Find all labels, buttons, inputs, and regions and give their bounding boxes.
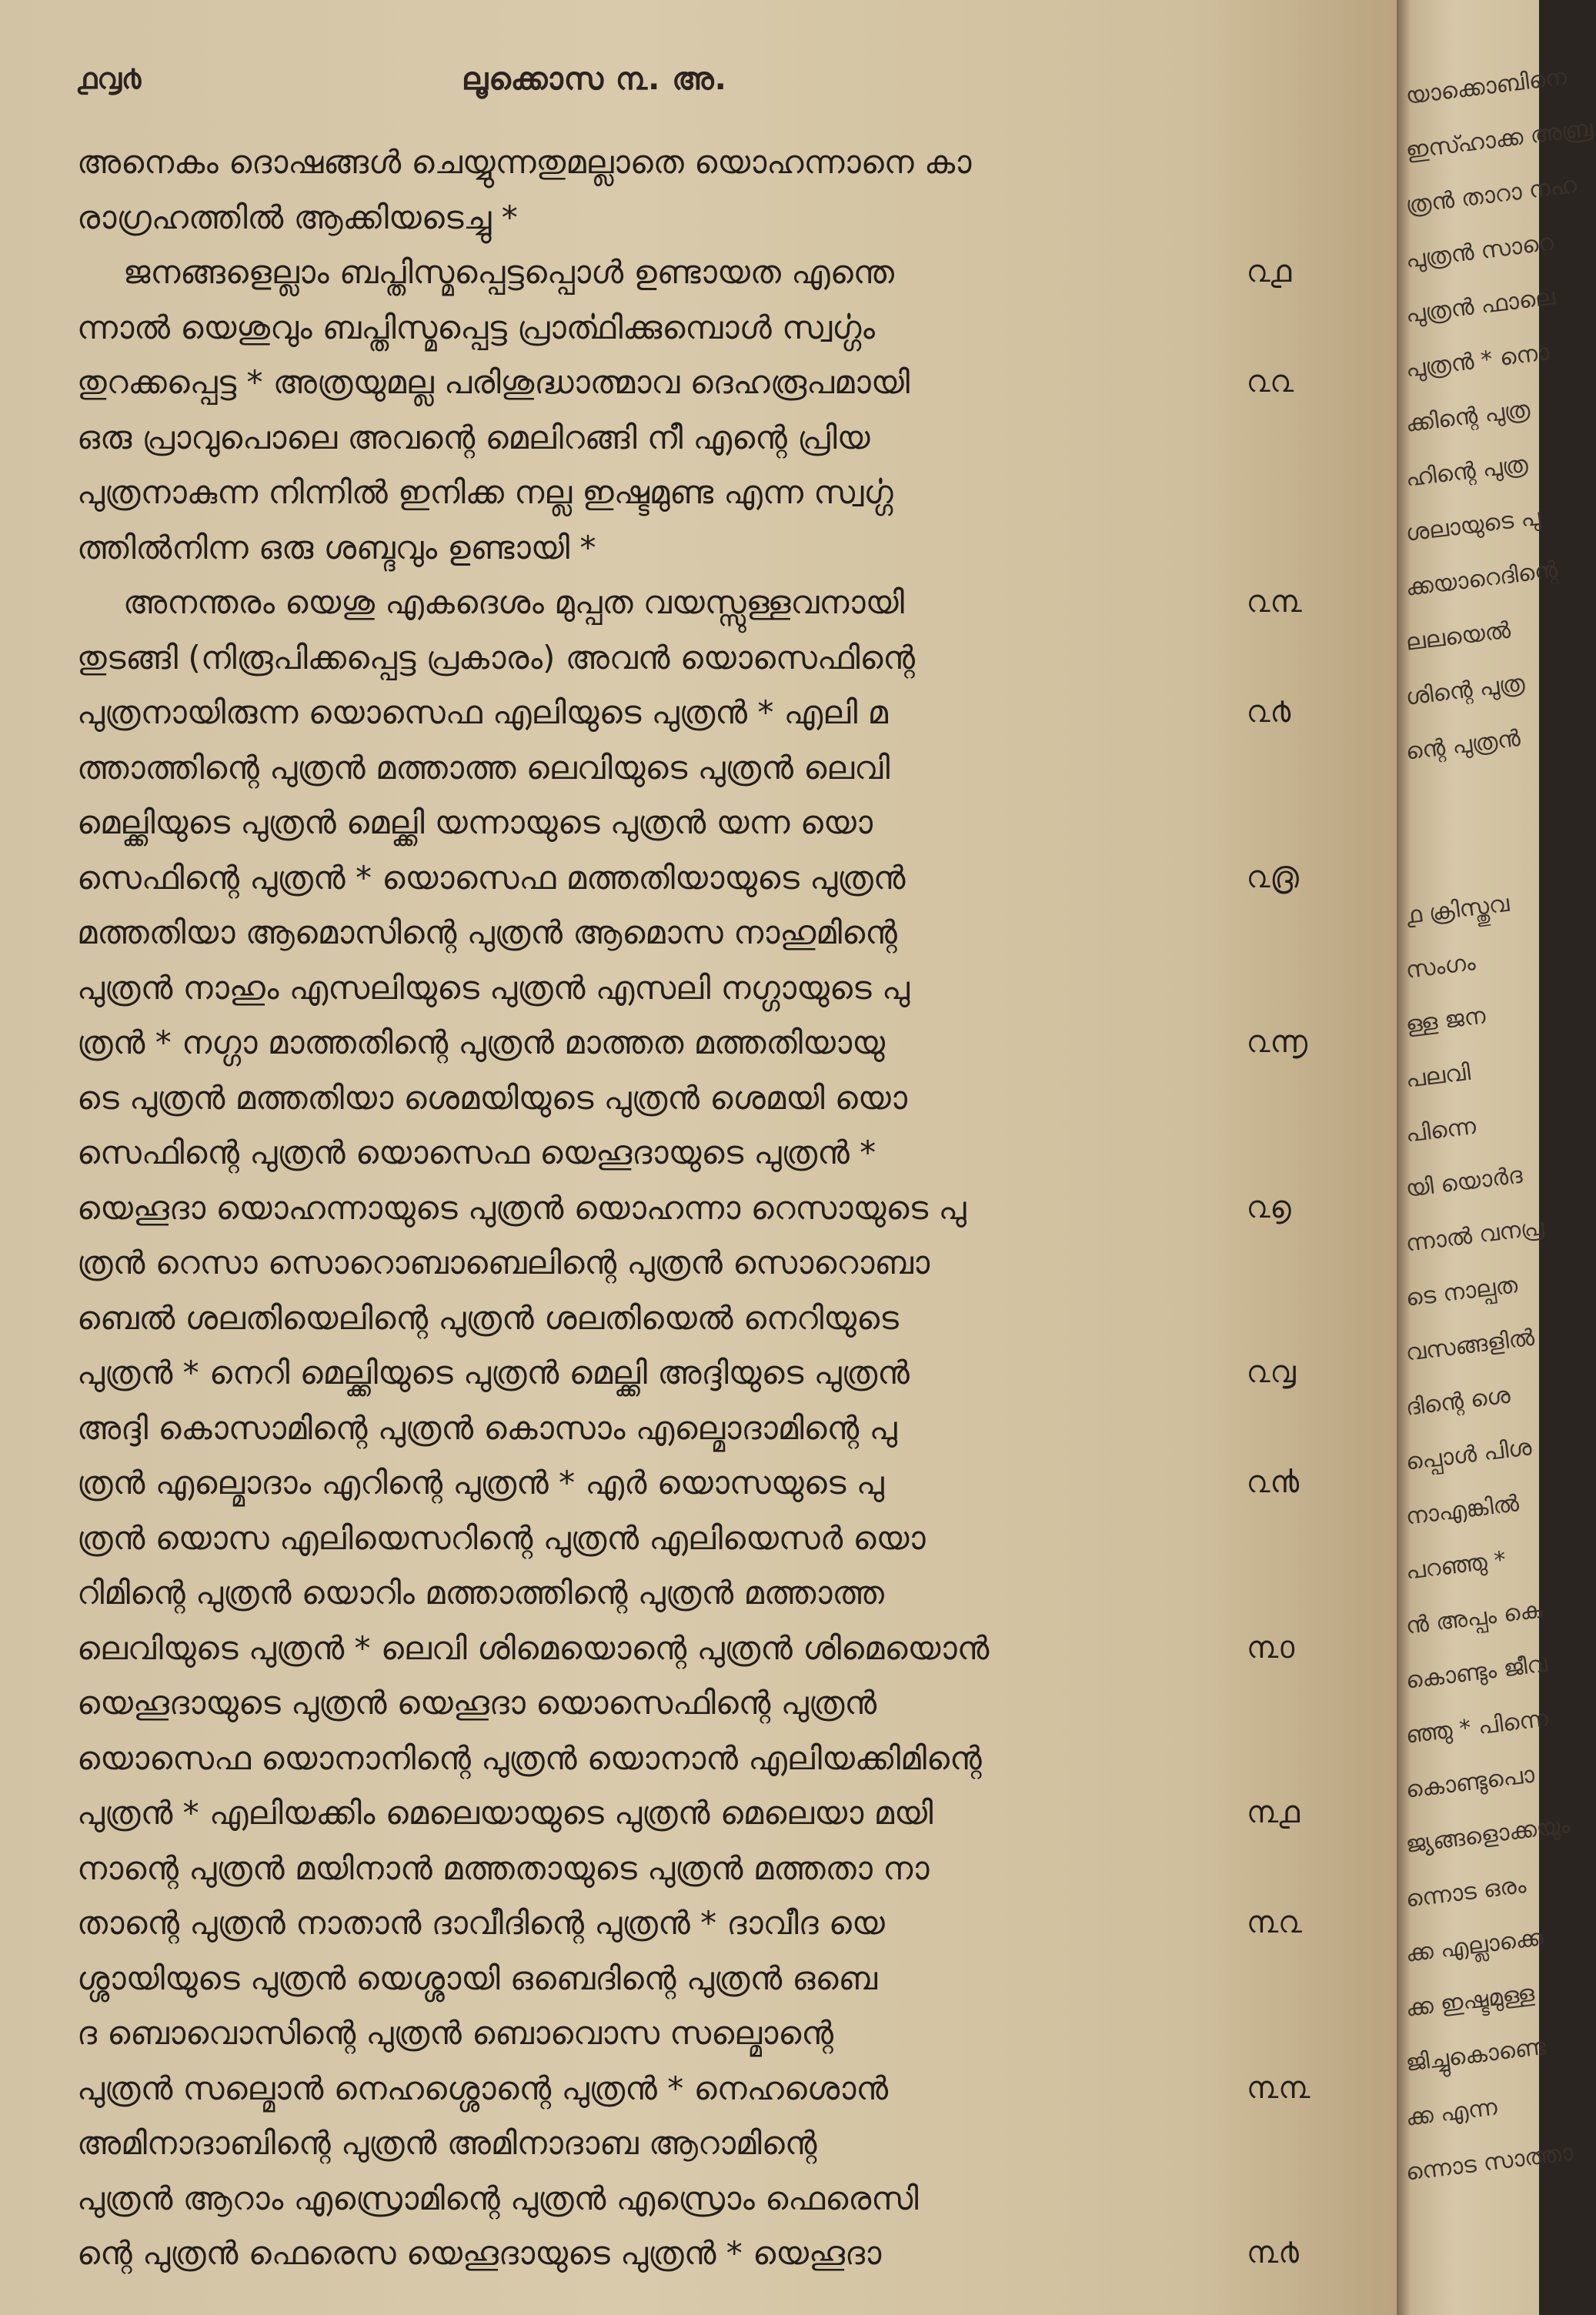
text-line: പുത്രനായിരുന്ന യൊസെഫ എലിയുടെ പുത്രൻ * എലി മ [77, 693, 888, 731]
facing-page-line: ഞ്ഞു * പിന്നെ [1404, 1705, 1550, 1749]
verse-number: ൨൧ [1247, 254, 1292, 289]
facing-page-line: കൊണ്ടും ജീവ [1404, 1650, 1549, 1695]
facing-page-text [1404, 63, 1594, 2200]
body-text [77, 135, 1231, 2281]
verse-number: ൨൨ [1247, 364, 1294, 399]
facing-page-line: പുത്രൻ * നൊ [1404, 339, 1551, 383]
facing-page-line: ക്ക എല്ലാക്കെ [1404, 1924, 1545, 1968]
facing-page-line: വസങ്ങളിൽ [1404, 1324, 1536, 1367]
text-line: സെഫിന്റെ പുത്രൻ യൊസെഫ യെഹൂദായുടെ പുത്രൻ * [77, 1134, 876, 1171]
verse-number: ൩൧ [1247, 1795, 1300, 1830]
verse-number: ൨൫ [1247, 859, 1299, 895]
verse-number: ൨൪ [1247, 694, 1291, 730]
facing-page-line: പിന്നെ [1404, 1112, 1477, 1148]
facing-page-line: ദിന്റെ ശെ [1404, 1381, 1512, 1421]
facing-page-line: ന്നൊട സാത്താ [1404, 2139, 1575, 2186]
text-line: അമിനാദാബിന്റെ പുത്രൻ അമിനാദാബ ആറാമിന്റെ [77, 2124, 817, 2162]
facing-page-line: ജിച്ചുകൊണ്ടെ [1404, 2033, 1548, 2077]
running-title: ലൂക്കൊസ ൩. അ. [462, 62, 727, 97]
facing-page-line: യി യൊർദ [1404, 1161, 1524, 1203]
text-line: ബെൽ ശലതിയെലിന്റെ പുത്രൻ ശലതിയെൽ നെറിയുടെ [77, 1298, 899, 1337]
running-header [77, 62, 1304, 108]
text-line: ലെവിയുടെ പുത്രൻ * ലെവി ശിമെയൊന്റെ പുത്രൻ ശിമെയൊൻ [77, 1629, 990, 1667]
text-line: ന്റെ പുത്രൻ ഫെരെസ യെഹൂദായുടെ പുത്രൻ * യെഹൂദാ [77, 2234, 882, 2272]
text-line: യെഹൂദായുടെ പുത്രൻ യെഹൂദാ യൊസെഫിന്റെ പുത്രൻ [77, 1684, 877, 1722]
page-number: ൧൮൪ [77, 62, 142, 95]
text-line: ത്താത്തിന്റെ പുത്രൻ മത്താത്ത ലെവിയുടെ പുത്രൻ ലെവി [77, 748, 890, 787]
text-line: യെഹൂദാ യൊഹന്നായുടെ പുത്രൻ യൊഹന്നാ റെസായുടെ പു [77, 1188, 967, 1227]
facing-page-line: നാഎങ്കിൽ [1404, 1490, 1521, 1531]
text-line: ത്രൻ റെസാ സൊറൊബാബെലിന്റെ പുത്രൻ സൊറൊബാ [77, 1244, 930, 1281]
text-line: മെല്ക്കിയുടെ പുത്രൻ മെല്ക്കി യന്നായുടെ പുത്രൻ യന്ന യൊ [77, 803, 873, 841]
facing-page-line: ഹിന്റെ പുത്ര [1404, 450, 1530, 493]
verse-number: ൨൮ [1247, 1355, 1296, 1390]
text-line: പുത്രൻ * എലിയക്കിം മെലെയായുടെ പുത്രൻ മെലെയാ മയി [77, 1794, 933, 1832]
text-line: ജനങ്ങളെല്ലാം ബപ്തിസ്മപ്പെട്ടപ്പൊൾ ഉണ്ടായത എന്തെ [123, 253, 894, 291]
text-line: പുത്രൻ ആറാം എസ്രൊമിന്റെ പുത്രൻ എസ്രൊം ഫെരെസി [77, 2179, 919, 2217]
facing-page-line: ൻ അപ്പം കെ [1404, 1596, 1544, 1640]
text-line: ശ്ശായിയുടെ പുത്രൻ യെശ്ശായി ഒബെദിന്റെ പുത്രൻ ഒബെ [77, 1959, 878, 1997]
text-line: പുത്രൻ സല്മൊൻ നെഹശ്ശൊന്റെ പുത്രൻ * നെഹശൊൻ [77, 2069, 889, 2107]
facing-page-line: പുത്രൻ സാറെ [1404, 229, 1555, 274]
facing-page-line: ള്ള ജന [1404, 1002, 1487, 1039]
text-line: അനന്തരം യെശു എകദെശം മുപ്പത വയസ്സുള്ളവനായി [123, 583, 904, 621]
verse-number: ൨൭ [1247, 1189, 1291, 1225]
facing-page-line: പുത്രൻ ഫാലെ [1404, 283, 1557, 329]
facing-page-line: ന്റെ പുത്രൻ [1404, 724, 1522, 766]
facing-page-line: പലവി [1404, 1058, 1472, 1094]
verse-number: ൩൪ [1247, 2235, 1299, 2270]
facing-page-line: ൧ ക്രിസ്തുവ [1404, 890, 1511, 930]
text-line: ഒരു പ്രാവുപൊലെ അവന്റെ മെലിറങ്ങി നീ എന്റെ പ്രിയ [77, 418, 870, 456]
verse-number: ൩൦ [1247, 1629, 1294, 1665]
text-line: പുത്രൻ നാഹും എസലിയുടെ പുത്രൻ എസലി നഗ്ഗായുടെ പു [77, 968, 910, 1007]
text-line: ദ ബൊവൊസിന്റെ പുത്രൻ ബൊവൊസ സല്മൊന്റെ [77, 2014, 834, 2052]
facing-page-line: ത്രൻ താറാ നഹ [1404, 171, 1578, 219]
text-line: നാന്റെ പുത്രൻ മയിനാൻ മത്തതായുടെ പുത്രൻ മത്തതാ നാ [77, 1849, 930, 1887]
facing-page-line: ക്കിന്റെ പുത്ര [1404, 396, 1532, 438]
text-line: അദ്ദി കൊസാമിന്റെ പുത്രൻ കൊസാം എല്മൊദാമിന്റെ പു [77, 1408, 897, 1447]
facing-page-line: ശലായുടെ പു [1404, 503, 1542, 547]
text-line: യൊസെഫ യൊനാനിന്റെ പുത്രൻ യൊനാൻ എലിയക്കിമിന്റെ [77, 1739, 982, 1777]
facing-page-line: യാക്കൊബിനെ [1404, 63, 1568, 110]
facing-page-line: ജ്യങ്ങളൊക്കയും [1404, 1812, 1571, 1859]
text-line: രാഗ്രഹത്തിൽ ആക്കിയടെച്ചു * [77, 198, 518, 236]
facing-page-line: പ്പൊൾ പിശ [1404, 1434, 1534, 1476]
verse-number: ൩൩ [1247, 2069, 1311, 2106]
text-line: അനെകം ദൊഷങ്ങൾ ചെയ്യുന്നതുമല്ലാതെ യൊഹന്നാനെ കാ [77, 143, 972, 181]
text-line: ത്തിൽനിന്ന ഒരു ശബ്ദവും ഉണ്ടായി * [77, 528, 596, 566]
facing-page-line: ക്ക എന്ന [1404, 2093, 1499, 2132]
facing-page-edge [1397, 0, 1594, 2315]
text-line: ത്രൻ * നഗ്ഗാ മാത്തതിന്റെ പുത്രൻ മാത്തത മത്തതിയായു [77, 1024, 886, 1061]
verse-number: ൨൩ [1247, 584, 1302, 620]
facing-page-line: ന്നാൽ വനപ്ര [1404, 1214, 1546, 1258]
text-line: തുടങ്ങി (നിരൂപിക്കപ്പെട്ട പ്രകാരം) അവൻ യൊസെഫിന്റെ [77, 638, 916, 676]
verse-number: ൨൬ [1247, 1024, 1308, 1060]
facing-page-line: ന്നൊട ഒരം [1404, 1871, 1528, 1913]
text-line: സെഫിന്റെ പുത്രൻ * യൊസെഫ മത്തതിയായുടെ പുത്രൻ [77, 858, 906, 897]
text-line: പുത്രനാകുന്ന നിന്നിൽ ഇനിക്ക നല്ല ഇഷ്ടമുണ്ട എന്ന സ്വൎഗ്ഗ [77, 473, 893, 511]
text-line: റിമിന്റെ പുത്രൻ യൊറിം മത്താത്തിന്റെ പുത്രൻ മത്താത്ത [77, 1574, 884, 1612]
facing-page-line: ലലയെൽ [1404, 616, 1512, 656]
text-line: താന്റെ പുത്രൻ നാതാൻ ദാവീദിന്റെ പുത്രൻ * ദാവീദ യെ [77, 1904, 885, 1942]
text-line: ത്രൻ യൊസ എലിയെസറിന്റെ പുത്രൻ എലിയെസർ യൊ [77, 1518, 926, 1557]
facing-page-line: ക്കയാറെദിന്റെ [1404, 556, 1559, 602]
text-line: മത്തതിയാ ആമൊസിന്റെ പുത്രൻ ആമൊസ നാഹുമിന്റെ [77, 914, 897, 951]
facing-page-line: സംഗം [1404, 949, 1477, 984]
text-line: തുറക്കപ്പെട്ട * അത്രയുമല്ല പരിശുദ്ധാത്മാവ ദെഹരൂപമായി [77, 363, 910, 401]
facing-page-line: ടെ നാല്പത [1404, 1271, 1519, 1312]
facing-page-line: ശിന്റെ പുത്ര [1404, 670, 1527, 711]
facing-page-line: ക്ക ഇഷ്ടമുള്ള [1404, 1979, 1536, 2023]
facing-page-line: പറഞ്ഞു * [1404, 1546, 1508, 1585]
text-line: ന്നാൽ യെശുവും ബപ്തിസ്മപ്പെട്ട പ്രാൎത്ഥിക്കുമ്പൊൾ സ്വൎഗ്ഗം [77, 308, 876, 346]
text-line: പുത്രൻ * നെറി മെല്ക്കിയുടെ പുത്രൻ മെല്ക്കി അദ്ദിയുടെ പുത്രൻ [77, 1354, 910, 1391]
facing-page-line: ഇസ്ഹാക്ക അബ്ര [1404, 115, 1594, 165]
text-line: ടെ പുത്രൻ മത്തതിയാ ശെമയിയുടെ പുത്രൻ ശെമയി യൊ [77, 1078, 907, 1117]
text-line: ത്രൻ എല്മൊദാം എറിന്റെ പുത്രൻ * എർ യൊസയുടെ പു [77, 1464, 884, 1502]
verse-number: ൩൨ [1247, 1905, 1302, 1940]
verse-number: ൨൯ [1247, 1465, 1300, 1500]
facing-page-line: കൊണ്ടുപൊ [1404, 1761, 1536, 1804]
